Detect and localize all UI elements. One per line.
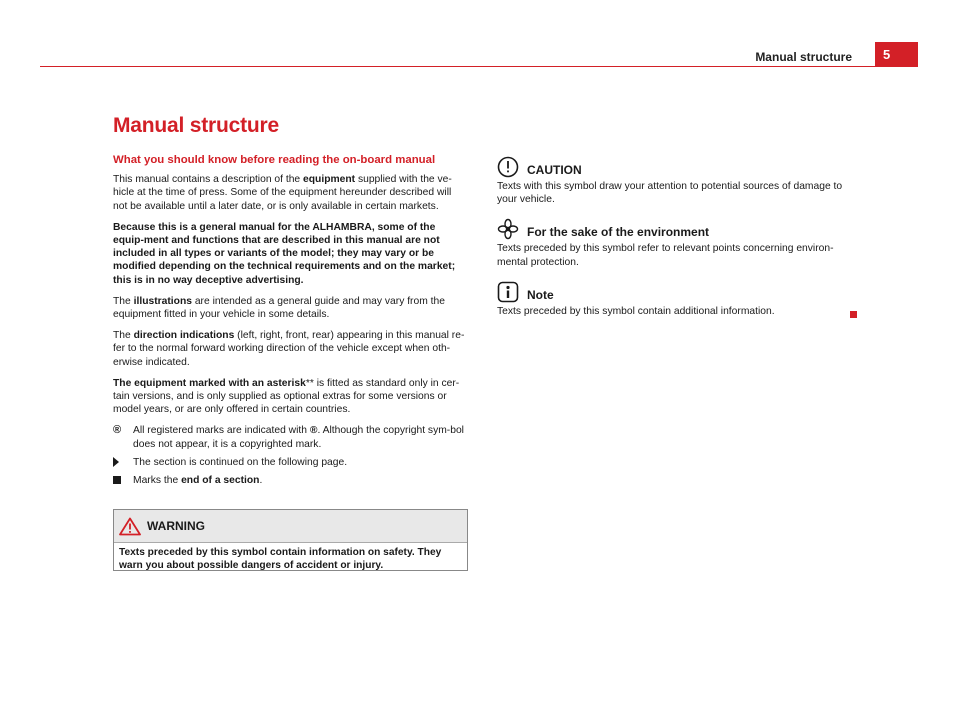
bold-term: end of a section	[181, 475, 260, 487]
asterisk-paragraph	[113, 377, 468, 417]
bold-term: equipment	[303, 174, 356, 186]
note-label: Note	[527, 287, 554, 302]
text: All registered marks are indicated with	[133, 425, 310, 437]
warning-header	[114, 510, 467, 543]
page-title: Manual structure	[113, 114, 279, 137]
section-subtitle: What you should know before reading the on-board manual	[113, 154, 436, 166]
intro-paragraph	[113, 173, 468, 213]
environment-text: Texts preceded by this symbol refer to relevant points concerning environ-mental protection.	[497, 243, 834, 268]
end-section-marker	[850, 311, 857, 318]
warning-triangle-icon	[119, 517, 141, 536]
warning-label: WARNING	[147, 519, 205, 533]
directions-paragraph	[113, 329, 468, 369]
header-rule	[40, 66, 918, 67]
registered-symbol: ®	[309, 425, 318, 437]
end-of-section-text	[133, 474, 468, 487]
bold-term: direction indications	[133, 330, 235, 342]
note-text: Texts preceded by this symbol contain additional information.	[497, 305, 775, 317]
caution-circle-icon	[497, 156, 519, 178]
running-header: Manual structure	[755, 50, 852, 64]
arrow-right-icon	[113, 457, 119, 467]
registered-icon: ®	[113, 424, 122, 437]
flower-icon	[497, 218, 519, 240]
caution-label: CAUTION	[527, 162, 582, 177]
bold-term: illustrations	[133, 295, 192, 307]
text: . Although the copyright sym-bol does not appear, it is a copyrighted mark.	[133, 425, 464, 450]
text: Marks the	[133, 475, 182, 487]
general-manual-paragraph: Because this is a general manual for the ALHAMBRA, some of the equip-ment and functions that are described in this manual are not included in all types or variants of the model; they may vary or be modified depending on the technical requirements and on the market; this is in no way deceptive advertising.	[113, 221, 456, 286]
end-of-section-row	[113, 474, 468, 487]
left-column	[113, 154, 468, 492]
environment-header	[497, 214, 857, 240]
registered-text	[133, 424, 468, 450]
text: .	[259, 475, 263, 487]
text: The	[113, 295, 134, 307]
illustrations-paragraph	[113, 295, 468, 321]
note-header	[497, 277, 857, 303]
text: The	[113, 330, 134, 342]
end-square-icon	[113, 476, 121, 484]
right-column	[497, 152, 857, 318]
caution-header	[497, 152, 857, 178]
arrow-icon-wrap	[113, 456, 133, 467]
text: are intended as a general guide and may vary from the equipment fitted in your vehicle in some details.	[113, 295, 445, 321]
square-icon-wrap	[113, 474, 133, 484]
warning-box	[113, 509, 468, 571]
info-icon	[497, 281, 519, 303]
bold-term: The equipment marked with an asterisk	[113, 377, 306, 389]
text: (left, right, front, rear) appearing in this manual re-fer to the normal forward working direction of the vehicle except when oth-erwise indicated.	[113, 330, 465, 368]
caution-text: Texts with this symbol draw your attention to potential sources of damage to your vehicle.	[497, 181, 843, 206]
warning-text: Texts preceded by this symbol contain information on safety. They warn you about possible dangers of accident or injury.	[119, 547, 442, 571]
continued-text: The section is continued on the following page.	[133, 456, 348, 468]
page-number: 5	[875, 42, 918, 67]
text: supplied with the ve-hicle at the time of press. Some of the equipment hereunder described will not be available until a later date, or is only available in certain markets.	[113, 174, 452, 212]
continued-row	[113, 456, 468, 469]
text: ** is fitted as standard only in cer-tain versions, and is only supplied as optional extras for some versions or model years, or are only offered in certain countries.	[113, 377, 460, 416]
text: This manual contains a description of the	[113, 174, 304, 186]
environment-label: For the sake of the environment	[527, 225, 710, 240]
registered-mark-row	[113, 424, 468, 450]
